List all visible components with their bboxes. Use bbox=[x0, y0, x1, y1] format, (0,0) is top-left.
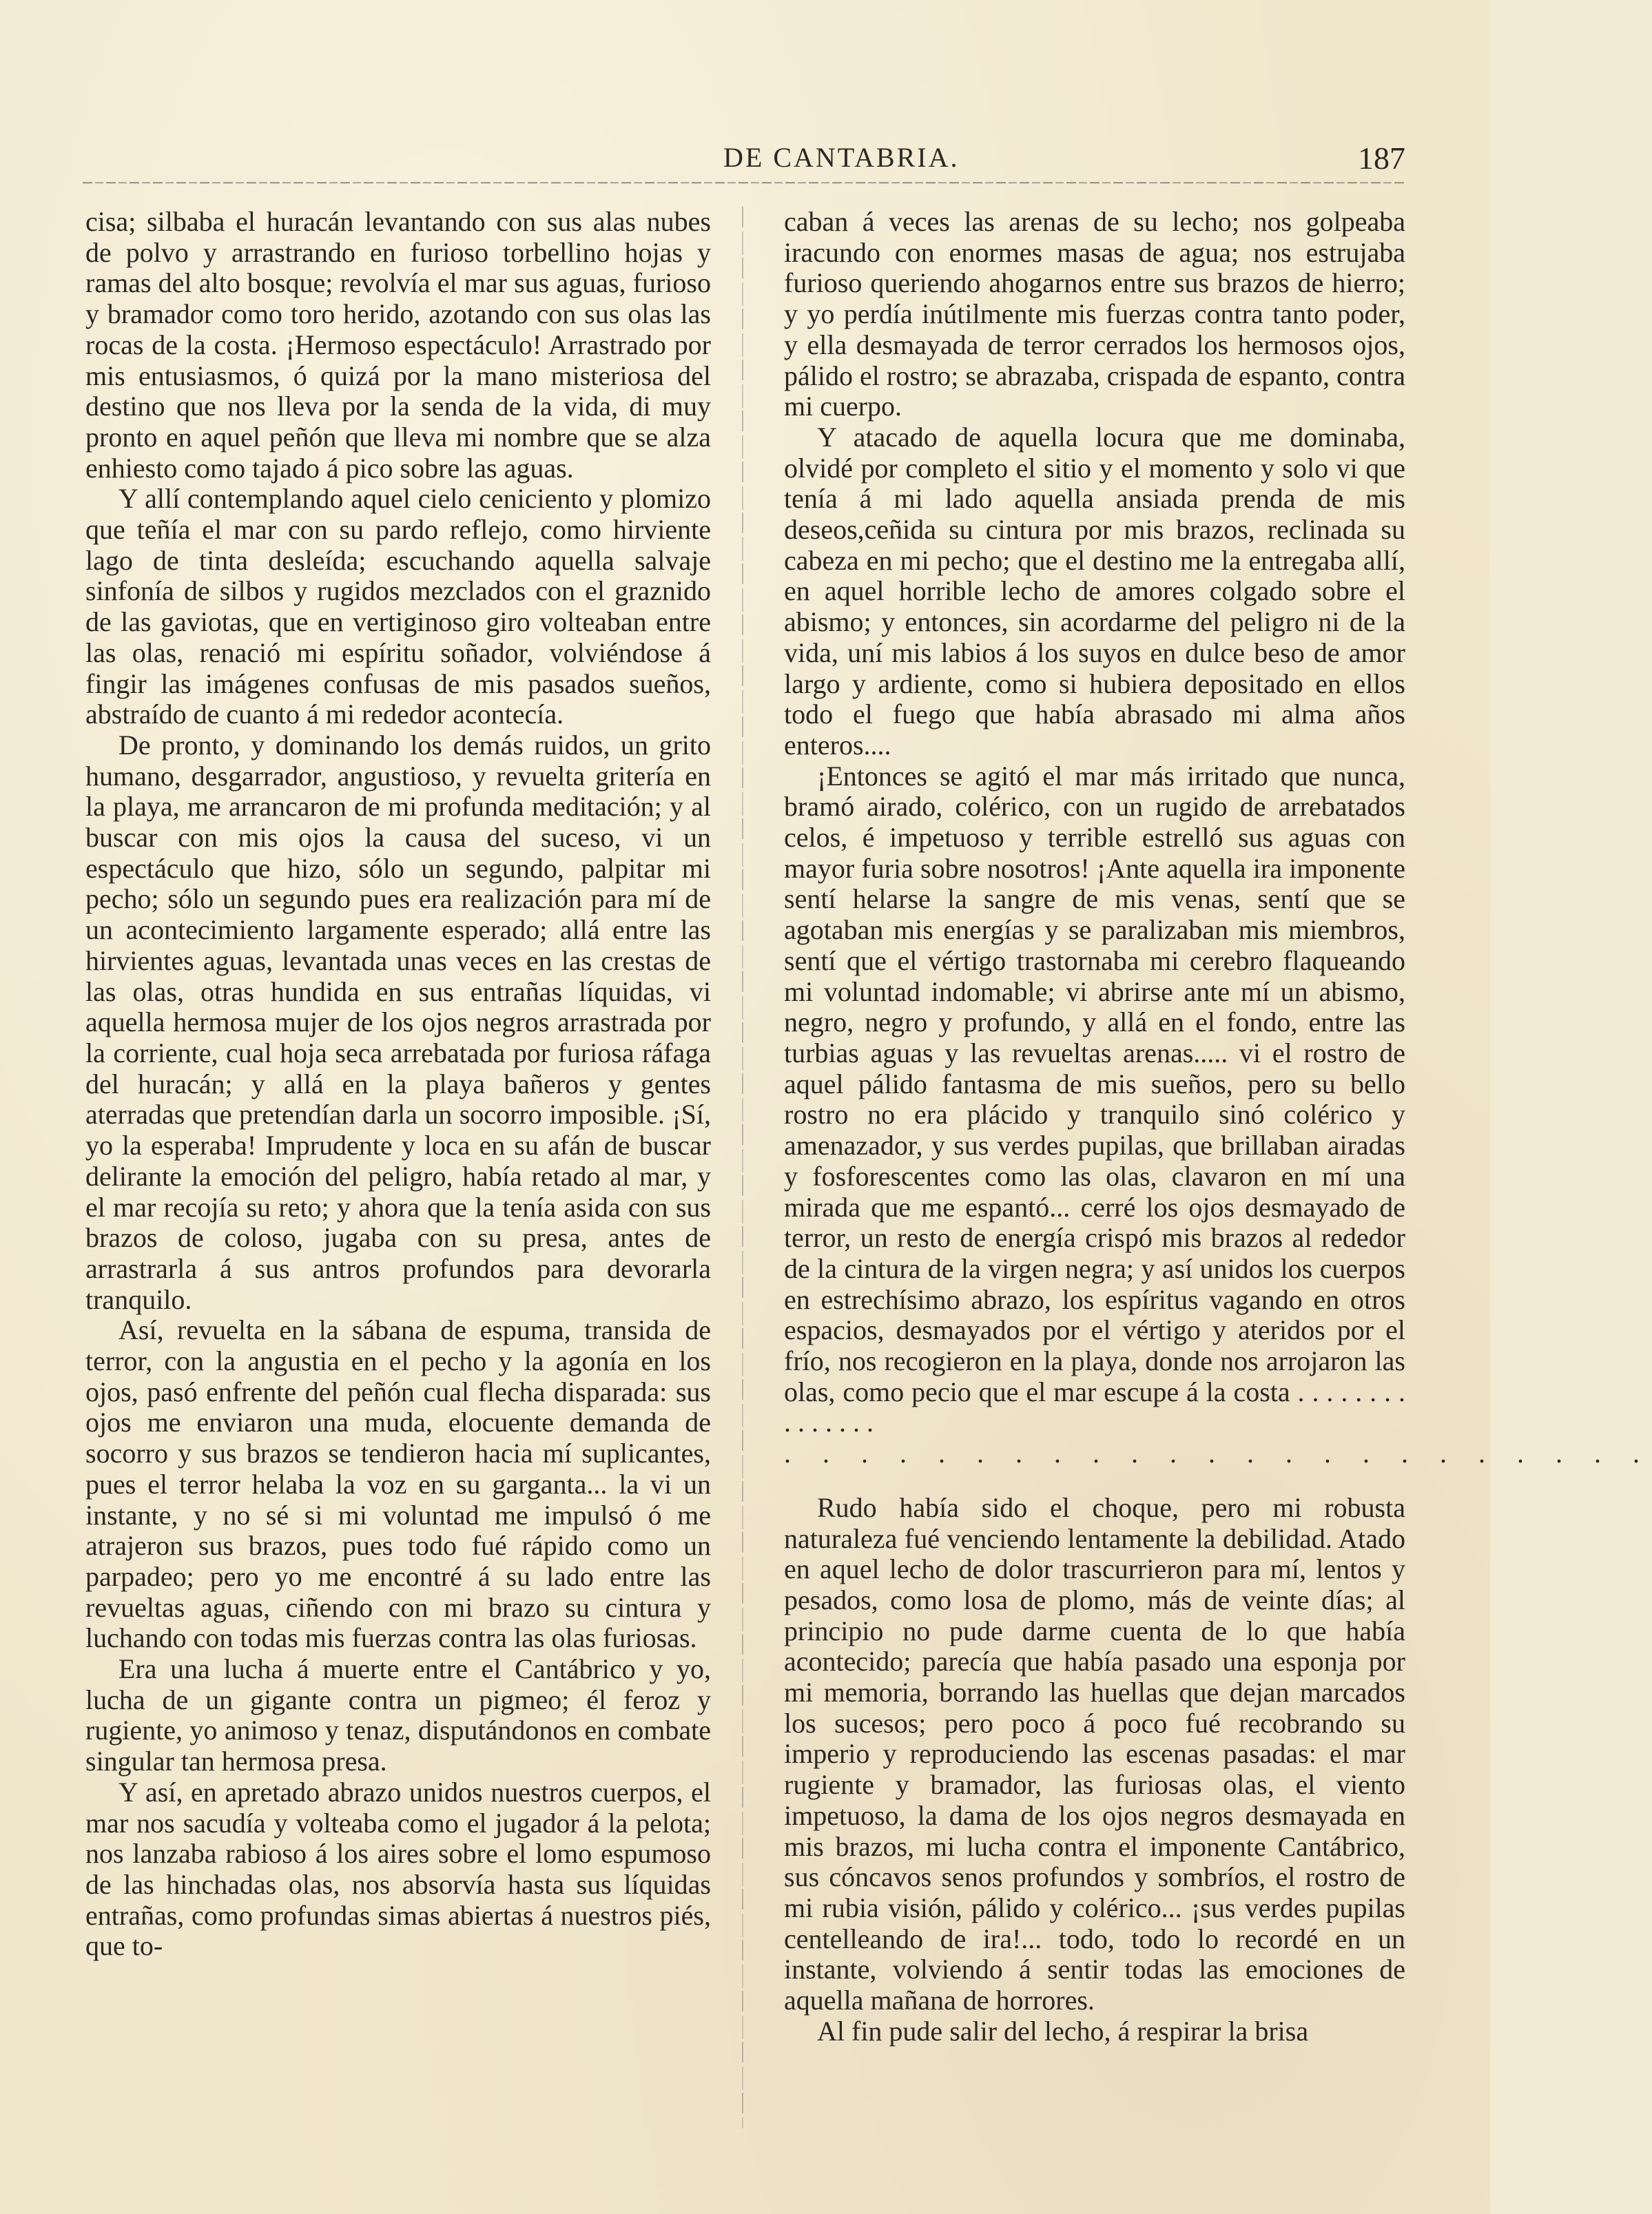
paragraph: Y atacado de aquella locura que me dominaba, olvidé por completo el sitio y el momento y solo vi que tenía á mi lado aquella ansiada prenda de mis deseos,ceñida su cintura por mis brazos, reclinada su cabeza en mi pecho; que el destino me la entregaba allí, en aquel horrible lecho de amores colgado sobre el abismo; y entonces, sin acordarme del peligro ni de la vida, uní mis labios á los suyos en dulce beso de amor largo y ardiente, como si hubiera depositado en ellos todo el fuego que había abrasado mi alma años enteros.... bbox=[784, 421, 1405, 761]
paragraph: Al fin pude salir del lecho, á respirar la brisa bbox=[817, 2015, 1309, 2047]
page-header bbox=[83, 141, 1405, 183]
page-number: 187 bbox=[1358, 141, 1405, 176]
left-column bbox=[85, 207, 711, 1962]
section-break bbox=[784, 1469, 1405, 1493]
paragraph: cisa; silbaba el huracán levantando con sus alas nubes de polvo y arrastrando en furioso torbellino hojas y ramas del alto bosque; revolvía el mar sus aguas, furioso y bramador como toro herido, azotando con sus olas las rocas de la costa. ¡Hermoso espectáculo! Arrastrado por mis entusiasmos, ó quizá por la mano misteriosa del destino que nos lleva por la senda de la vida, di muy pronto en aquel peñón que lleva mi nombre que se alza enhiesto como tajado á pico sobre las aguas. bbox=[85, 206, 711, 484]
paragraph: Rudo había sido el choque, pero mi robusta naturaleza fué venciendo lentamente la debilidad. Atado en aquel lecho de dolor trascurrieron para mí, lentos y pesados, como losa de plomo, más de veinte días; al principio no pude darme cuenta de lo que había acontecido; parecía que había pasado una esponja por mi memoria, borrando las huellas que dejan marcados los sucesos; pero poco á poco fué recobrando su imperio y reproduciendo las escenas pasadas: el mar rugiente y bramador, las furiosas olas, el viento impetuoso, la dama de los ojos negros desmayada en mis brazos, mi lucha contra el imponente Cantábrico, sus cóncavos senos profundos y sombríos, el rostro de mi rubia visión, pálido y colérico... ¡sus verdes pupilas centelleando de ira!... todo, todo lo recordé en un instante, volviendo á sentir todas las emociones de aquella mañana de horrores. bbox=[784, 1491, 1405, 2016]
paragraph: Así, revuelta en la sábana de espuma, transida de terror, con la angustia en el pecho y la agonía en los ojos, pasó enfrente del peñón cual flecha disparada: sus ojos me enviaron una muda, elocuente demanda de socorro y sus brazos se tendieron hacia mí suplicantes, pues el terror helaba la voz en su garganta... la vi un instante, y no sé si mi voluntad me impulsó ó me atrajeron sus brazos, pues todo fué rápido como un parpadeo; pero yo me encontré á su lado entre las revueltas aguas, ciñendo con mi brazo su cintura y luchando con todas mis fuerzas contra las olas furiosas. bbox=[85, 1314, 711, 1654]
running-head: DE CANTABRIA. bbox=[723, 142, 960, 173]
paragraph: Era una lucha á muerte entre el Cantábrico y yo, lucha de un gigante contra un pigmeo; él feroz y rugiente, yo animoso y tenaz, disputándonos en combate singular tan hermosa presa. bbox=[85, 1653, 711, 1777]
paragraph: Y allí contemplando aquel cielo ceniciento y plomizo que teñía el mar con su pardo reflejo, como hirviente lago de tinta desleída; escuchando aquella salvaje sinfonía de silbos y rugidos mezclados con el graznido de las gaviotas, que en vertiginoso giro volteaban entre las olas, renació mi espíritu soñador, volviéndose á fingir las imágenes confusas de mis pasados sueños, abstraído de cuanto á mi rededor acontecía. bbox=[85, 483, 711, 730]
paragraph: Y así, en apretado abrazo unidos nuestros cuerpos, el mar nos sacudía y volteaba como el jugador á la pelota; nos lanzaba rabioso á los aires sobre el lomo espumoso de las hinchadas olas, nos absorvía hasta sus líquidas entrañas, como profundas simas abiertas á nuestros piés, que to- bbox=[85, 1776, 711, 1962]
paragraph: ¡Entonces se agitó el mar más irritado que nunca, bramó airado, colérico, con un rugido de arrebatados celos, é impetuoso y terrible estrelló sus aguas con mayor furia sobre nosotros! ¡Ante aquella ira imponente sentí helarse la sangre de mis venas, sentí que se agotaban mis energías y se paralizaban mis miembros, sentí que el vértigo trastornaba mi cerebro flaqueando mi voluntad indomable; vi abrirse ante mí un abismo, negro, negro y profundo, y allá en el fondo, entre las turbias aguas y las revueltas arenas..... vi el rostro de aquel pálido fantasma de mis sueños, pero su bello rostro no era plácido y tranquilo sinó colérico y amenazador, y sus verdes pupilas, que brillaban airadas y fosforescentes como las olas, clavaron en mí una mirada que me espantó... cerré los ojos desmayado de terror, un resto de energía crispó mis brazos al rededor de la cintura de la virgen negra; y así unidos los cuerpos en estrechísimo abrazo, los espíritus vagando en otros espacios, desmayados por el vértigo y ateridos por el frío, nos recogieron en la playa, donde nos arrojaron las olas, como pecio que el mar escupe á la costa . . . . . . . . . . . . . . . bbox=[784, 760, 1405, 1438]
right-column bbox=[784, 206, 1652, 2047]
paragraph: caban á veces las arenas de su lecho; nos golpeaba iracundo con enormes masas de agua; nos estrujaba furioso queriendo ahogarnos entre sus brazos de hierro; y yo perdía inútilmente mis fuerzas contra tanto poder, y ella desmayada de terror cerrados los hermosos ojos, pálido el rostro; se abrazaba, crispada de espanto, contra mi cuerpo. bbox=[784, 206, 1405, 422]
column-divider bbox=[742, 207, 743, 2129]
paragraph: De pronto, y dominando los demás ruidos, un grito humano, desgarrador, angustioso, y revuelta gritería en la playa, me arrancaron de mi profunda meditación; y al buscar con mis ojos la causa del suceso, vi un espectáculo que hizo, sólo un segundo, palpitar mi pecho; sólo un segundo pues era realización para mí de un acontecimiento largamente esperado; allá entre las hirvientes aguas, levantada unas veces en las crestas de las olas, otras hundida en sus entrañas líquidas, vi aquella hermosa mujer de los ojos negros arrastrada por la corriente, cual hoja seca arrebatada por furiosa ráfaga del huracán; y allá en la playa bañeros y gentes aterradas que pretendían darla un socorro imposible. ¡Sí, yo la esperaba! Imprudente y loca en su afán de buscar delirante la emoción del peligro, había retado al mar, y el mar recojía su reto; y ahora que la tenía asida con sus brazos de coloso, jugaba con su presa, antes de arrastrarla á sus antros profundos para devorarla tranquilo. bbox=[85, 729, 711, 1315]
ellipsis-line: . . . . . . . . . . . . . . . . . . . . . . . bbox=[784, 1438, 1652, 1469]
